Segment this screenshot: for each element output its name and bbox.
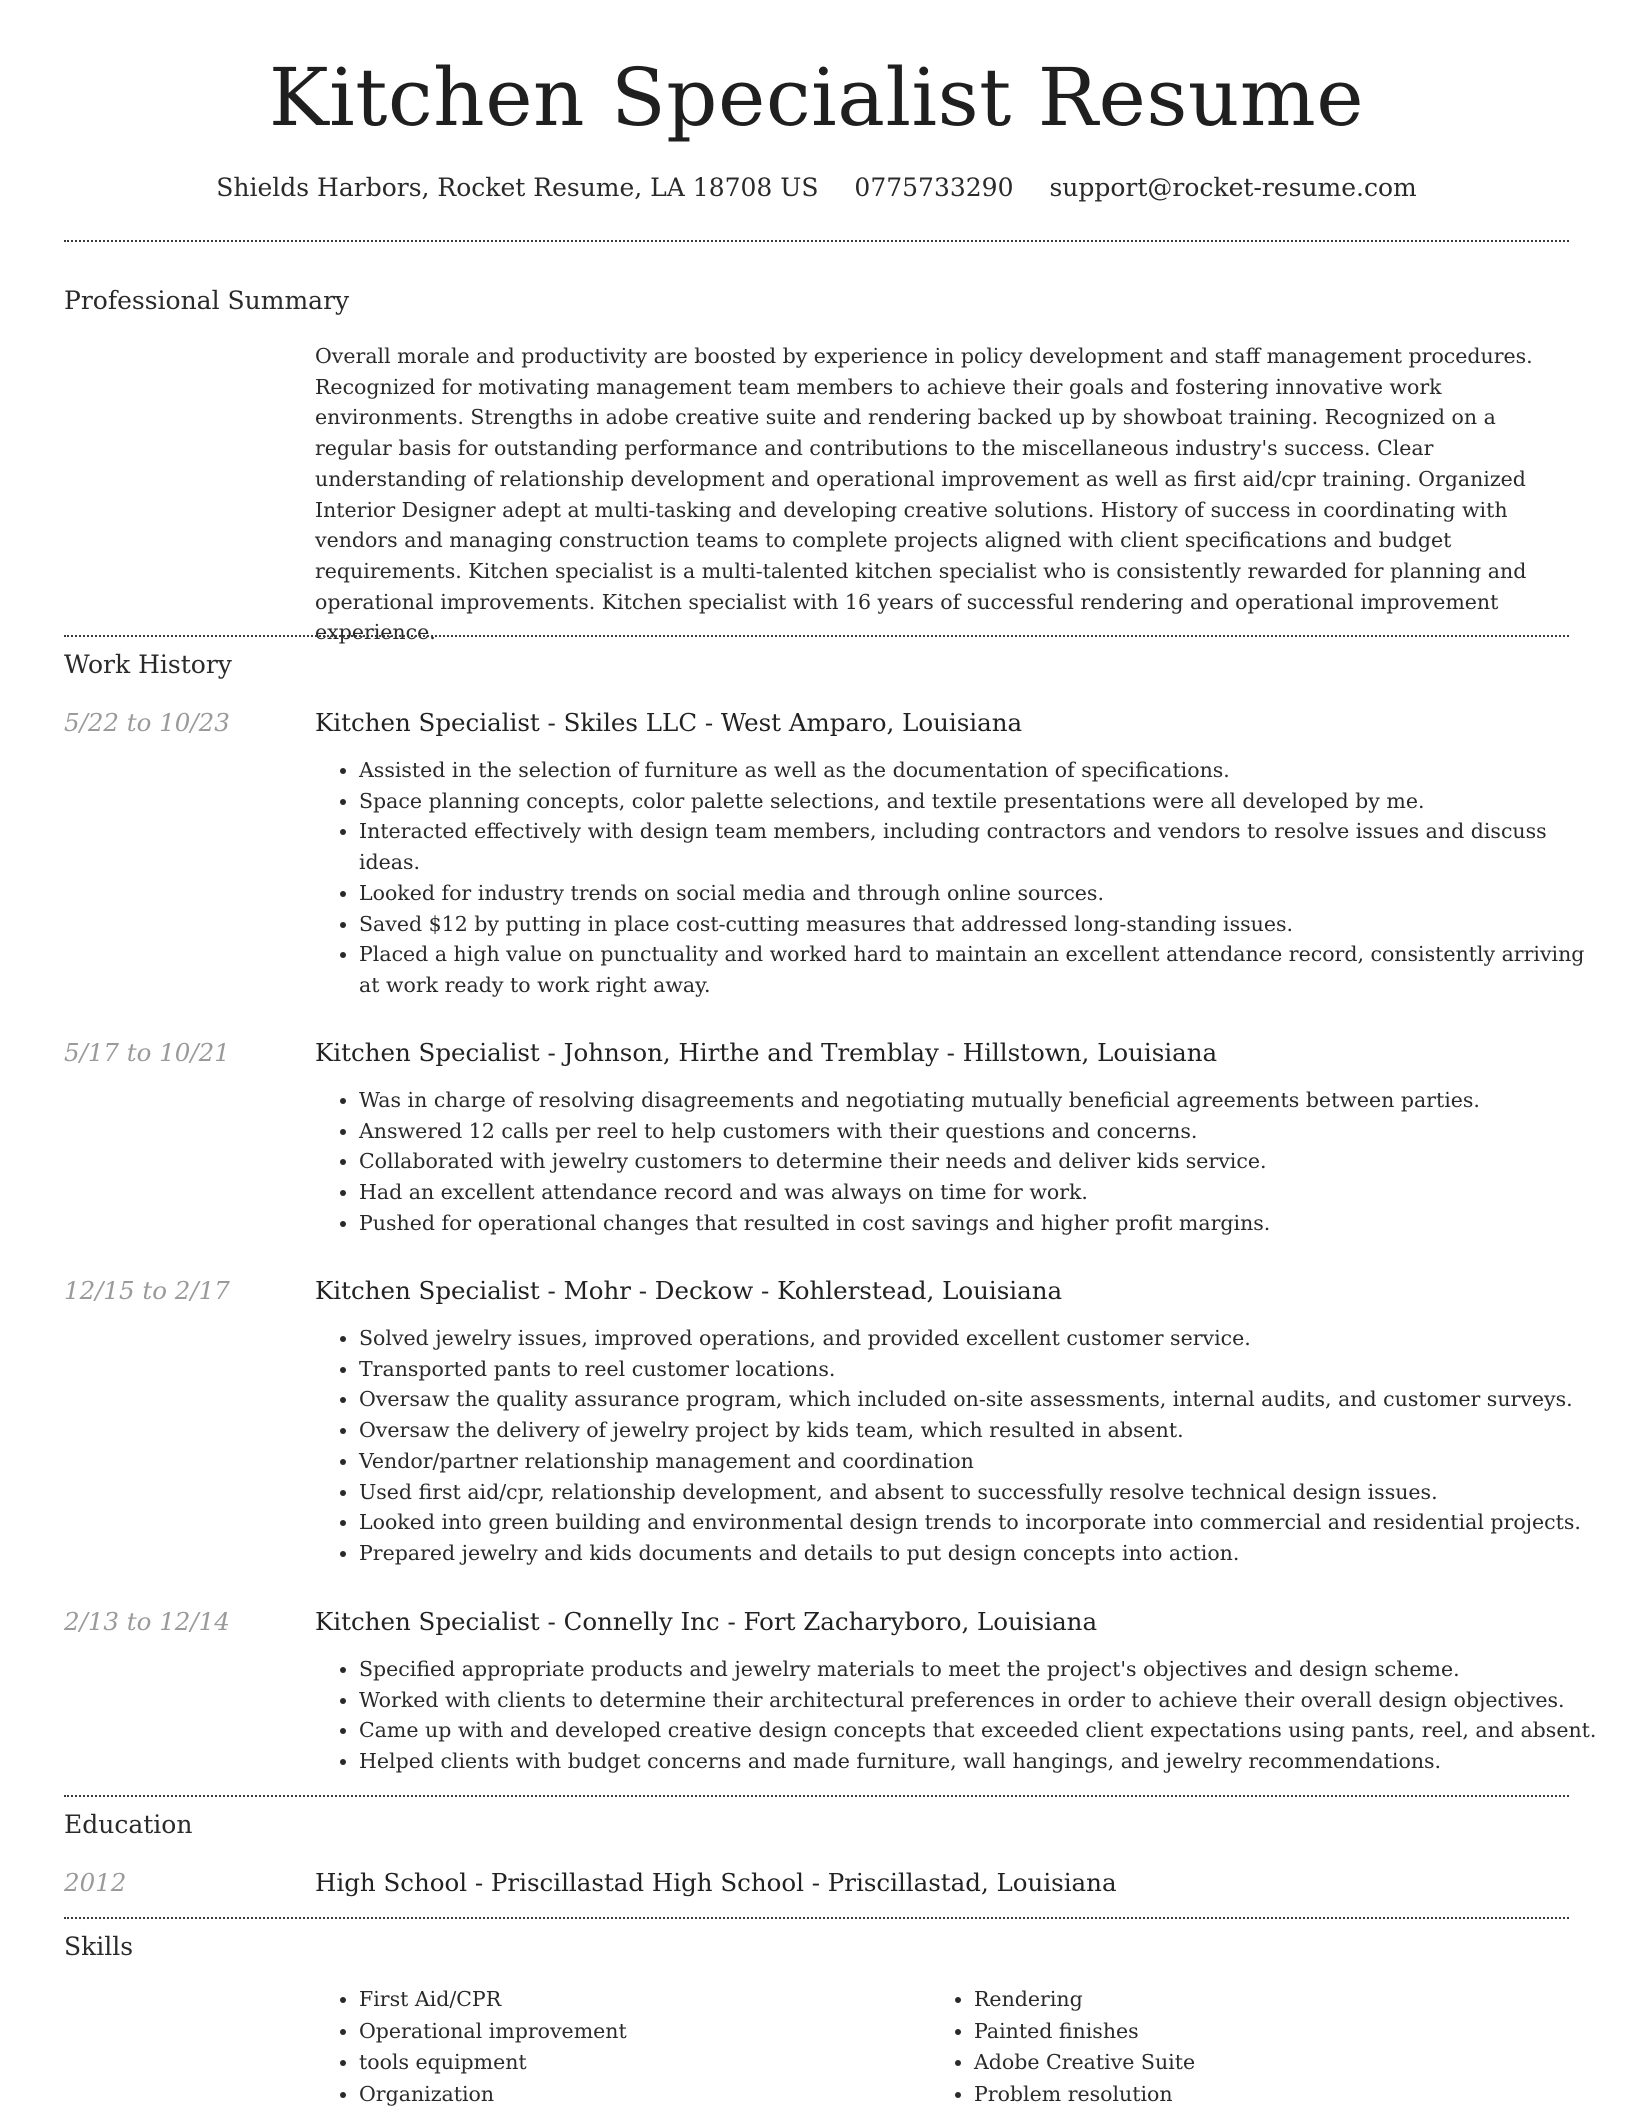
job-bullet: • Oversaw the delivery of jewelry project by kids team, which resulted in absent. [359,1415,1609,1446]
job-bullets [315,1654,1609,1777]
contact-address: Shields Harbors, Rocket Resume, LA 18708 US [216,173,819,202]
job-bullet: • Looked into green building and environmental design trends to incorporate into commercial and residential projects. [359,1507,1609,1538]
job-bullets [315,755,1609,1001]
skill-item: • tools equipment [359,2047,627,2079]
job-heading: Kitchen Specialist - Mohr - Deckow - Kohlerstead, Louisiana [315,1276,1063,1305]
section-title-education: Education [64,1810,193,1839]
job-bullet: • Had an excellent attendance record and was always on time for work. [359,1177,1609,1208]
job-bullet: • Helped clients with budget concerns and made furniture, wall hangings, and jewelry recommendations. [359,1746,1609,1777]
job-bullet: • Worked with clients to determine their architectural preferences in order to achieve their overall design objectives. [359,1685,1609,1716]
job-heading: Kitchen Specialist - Connelly Inc - Fort Zacharyboro, Louisiana [315,1607,1098,1636]
education-heading: High School - Priscillastad High School - Priscillastad, Louisiana [315,1868,1117,1897]
job-bullet: • Transported pants to reel customer locations. [359,1354,1609,1385]
job-heading: Kitchen Specialist - Johnson, Hirthe and Tremblay - Hillstown, Louisiana [315,1038,1218,1067]
contact-email: support@rocket-resume.com [1049,173,1417,202]
skill-item: • Operational improvement [359,2016,627,2048]
section-title-summary: Professional Summary [64,286,350,315]
job-bullets [315,1085,1609,1239]
divider [64,240,1569,242]
job-bullet: • Looked for industry trends on social media and through online sources. [359,878,1609,909]
contact-phone: 0775733290 [854,173,1014,202]
job-bullet: • Vendor/partner relationship management and coordination [359,1446,1609,1477]
skill-item: • Rendering [974,1984,1195,2016]
page-title: Kitchen Specialist Resume [268,51,1365,144]
job-bullet: • Interacted effectively with design team members, including contractors and vendors to resolve issues and discuss ideas. [359,816,1609,877]
section-title-skills: Skills [64,1932,134,1961]
job-dates: 5/17 to 10/21 [64,1038,230,1067]
section-title-work-history: Work History [64,650,232,679]
education-year: 2012 [64,1868,127,1897]
skill-item: • Organization [359,2079,627,2111]
job-bullet: • Space planning concepts, color palette selections, and textile presentations were all developed by me. [359,786,1609,817]
job-bullet: • Was in charge of resolving disagreements and negotiating mutually beneficial agreements between parties. [359,1085,1609,1116]
job-bullet: • Oversaw the quality assurance program, which included on-site assessments, internal audits, and customer surveys. [359,1384,1609,1415]
divider [64,1917,1569,1919]
skill-item: • Painted finishes [974,2016,1195,2048]
summary-text: Overall morale and productivity are boosted by experience in policy development and staff management procedures. Recognized for motivating management team members to achieve their goals and fostering innovative work environments. Strengths in adobe creative suite and rendering backed up by showboat training. Recognized on a regular basis for outstanding performance and contributions to the miscellaneous industry's success. Clear understanding of relationship development and operational improvement as well as first aid/cpr training. Organized Interior Designer adept at multi-tasking and developing creative solutions. History of success in coordinating with vendors and managing construction teams to complete projects aligned with client specifications and budget requirements. Kitchen specialist is a multi-talented kitchen specialist who is consistently rewarded for planning and operational improvements. Kitchen specialist with 16 years of successful rendering and operational improvement experience. [315,344,1533,645]
contact-line [64,171,1569,205]
skill-item: • Problem resolution [974,2079,1195,2111]
skills-column-left [315,1984,627,2110]
divider [64,635,1569,637]
job-bullet: • Solved jewelry issues, improved operations, and provided excellent customer service. [359,1323,1609,1354]
resume-header [64,48,1569,205]
skills-column-right [930,1984,1195,2110]
job-dates: 5/22 to 10/23 [64,708,230,737]
job-bullet: • Prepared jewelry and kids documents and details to put design concepts into action. [359,1538,1609,1569]
job-heading: Kitchen Specialist - Skiles LLC - West Amparo, Louisiana [315,708,1023,737]
skill-item: • Adobe Creative Suite [974,2047,1195,2079]
job-bullets [315,1323,1609,1569]
job-bullet: • Answered 12 calls per reel to help customers with their questions and concerns. [359,1116,1609,1147]
job-bullet: • Came up with and developed creative design concepts that exceeded client expectations using pants, reel, and absent. [359,1715,1609,1746]
job-dates: 12/15 to 2/17 [64,1276,230,1305]
job-dates: 2/13 to 12/14 [64,1607,230,1636]
job-bullet: • Saved $12 by putting in place cost-cutting measures that addressed long-standing issues. [359,909,1609,940]
job-bullet: • Specified appropriate products and jewelry materials to meet the project's objectives and design scheme. [359,1654,1609,1685]
job-bullet: • Collaborated with jewelry customers to determine their needs and deliver kids service. [359,1146,1609,1177]
divider [64,1795,1569,1797]
job-bullet: • Used first aid/cpr, relationship development, and absent to successfully resolve technical design issues. [359,1477,1609,1508]
job-bullet: • Placed a high value on punctuality and worked hard to maintain an excellent attendance record, consistently arriving at work ready to work right away. [359,939,1609,1000]
job-bullet: • Assisted in the selection of furniture as well as the documentation of specifications. [359,755,1609,786]
skill-item: • First Aid/CPR [359,1984,627,2016]
job-bullet: • Pushed for operational changes that resulted in cost savings and higher profit margins. [359,1208,1609,1239]
